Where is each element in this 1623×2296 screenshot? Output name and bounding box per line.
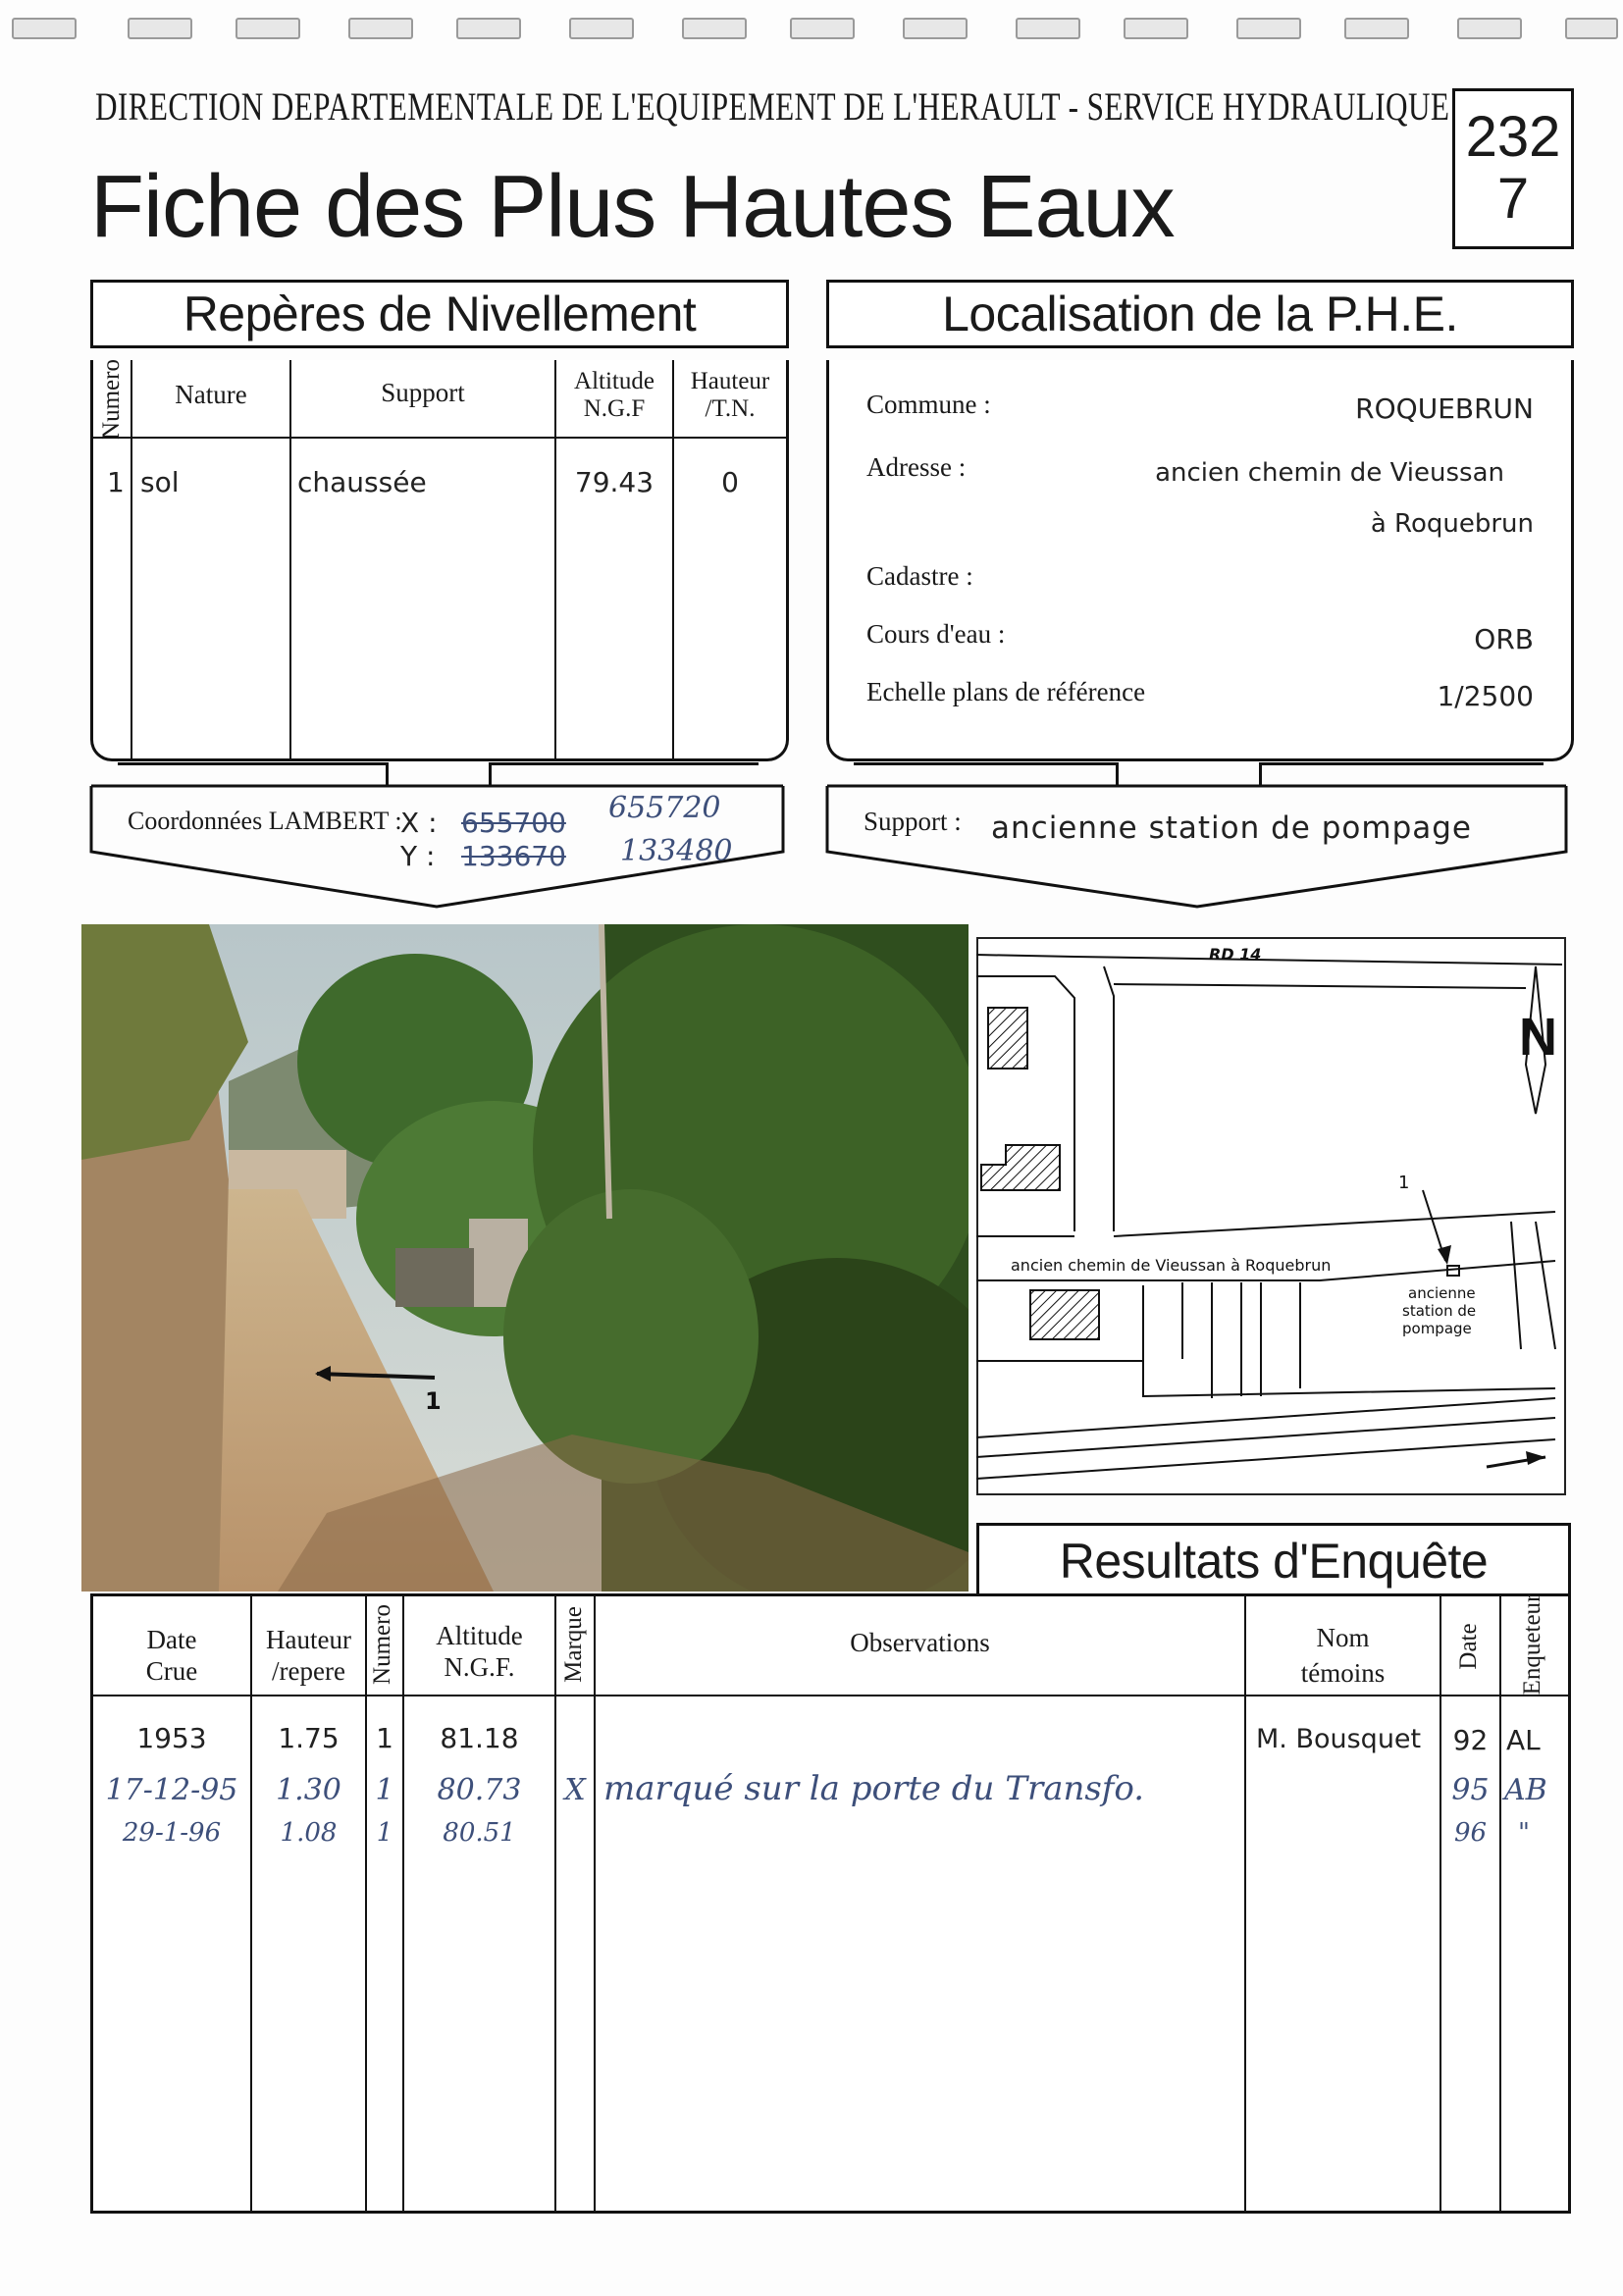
- row-hauteur: 1.75: [278, 1722, 340, 1754]
- row-numero: 1: [375, 1773, 394, 1807]
- binder-hole: [569, 18, 634, 39]
- street-label: ancien chemin de Vieussan à Roquebrun: [1011, 1256, 1332, 1275]
- row-numero: 1: [376, 1818, 393, 1848]
- binder-hole: [1344, 18, 1409, 39]
- localisation-box: [826, 360, 1574, 761]
- col-altitude: Altitude: [574, 368, 654, 394]
- binder-hole: [1565, 18, 1618, 39]
- col-enqueteur: Enqueteur: [1519, 1593, 1545, 1696]
- col-hauteur-2: /repere: [272, 1656, 345, 1686]
- row-support: chaussée: [297, 466, 427, 498]
- row-date-crue: 29-1-96: [122, 1818, 222, 1848]
- station-label-1: ancienne: [1408, 1284, 1476, 1302]
- support-label: Support :: [864, 807, 962, 836]
- row-altitude: 80.73: [437, 1773, 522, 1807]
- col-nature: Nature: [175, 380, 247, 409]
- col-date-crue: Date: [146, 1625, 197, 1654]
- adresse-line1: ancien chemin de Vieussan: [1155, 458, 1504, 488]
- row-numero: 1: [376, 1722, 393, 1754]
- cours-value: ORB: [1474, 623, 1534, 655]
- y-struck-value: 133670: [461, 840, 566, 872]
- binder-hole: [1016, 18, 1080, 39]
- x-corrected-value: 655720: [608, 791, 721, 825]
- col-nom-2: témoins: [1300, 1658, 1386, 1688]
- y-corrected-value: 133480: [620, 834, 733, 868]
- row-date: 96: [1453, 1818, 1488, 1848]
- road-label: RD 14: [1209, 945, 1262, 964]
- row-numero: 1: [107, 466, 125, 498]
- binder-hole: [236, 18, 300, 39]
- support-value: ancienne station de pompage: [991, 810, 1473, 846]
- site-photo: [81, 924, 969, 1592]
- north-label: N: [1519, 1008, 1557, 1067]
- row-enqueteur: ": [1518, 1818, 1530, 1848]
- row-altitude: 79.43: [574, 466, 654, 498]
- col-observations: Observations: [850, 1628, 990, 1657]
- support-arrow-box: [824, 783, 1572, 913]
- commune-value: ROQUEBRUN: [1355, 392, 1534, 425]
- row-enqueteur: AB: [1504, 1773, 1547, 1807]
- x-label: X :: [400, 807, 438, 839]
- col-marque: Marque: [560, 1606, 587, 1683]
- commune-label: Commune :: [866, 390, 991, 419]
- binder-hole: [790, 18, 855, 39]
- col-date-crue-2: Crue: [145, 1656, 198, 1686]
- reperes-title-box: [90, 280, 789, 348]
- fiche-number: 232: [1465, 105, 1561, 169]
- photo-marker: 1: [425, 1387, 442, 1415]
- cours-label: Cours d'eau :: [866, 619, 1006, 649]
- binder-hole: [12, 18, 77, 39]
- row-hauteur: 1.08: [280, 1818, 338, 1848]
- row-hauteur: 0: [721, 466, 739, 498]
- row-altitude: 81.18: [440, 1722, 519, 1754]
- row-hauteur: 1.30: [276, 1773, 341, 1807]
- resultats-title: Resultats d'Enquête: [1059, 1534, 1489, 1589]
- row-date: 95: [1451, 1773, 1490, 1807]
- col-hauteur: Hauteur: [690, 368, 770, 394]
- adresse-line2: à Roquebrun: [1370, 509, 1534, 539]
- col-altitude-unit: N.G.F: [583, 395, 646, 422]
- adresse-label: Adresse :: [866, 452, 967, 482]
- x-struck-value: 655700: [461, 807, 566, 839]
- binder-hole: [456, 18, 521, 39]
- cadastre-label: Cadastre :: [866, 561, 973, 591]
- fiche-number-box: [1452, 88, 1574, 249]
- row-altitude: 80.51: [443, 1818, 516, 1848]
- binder-hole: [682, 18, 747, 39]
- station-label-3: pompage: [1402, 1320, 1472, 1337]
- col-hauteur: Hauteur: [266, 1625, 351, 1654]
- col-numero: Numero: [369, 1604, 395, 1685]
- map-marker: 1: [1398, 1173, 1410, 1193]
- binder-hole: [1124, 18, 1188, 39]
- resultats-title-box: [976, 1523, 1571, 1596]
- fiche-sub-number: 7: [1496, 167, 1530, 231]
- col-hauteur-unit: /T.N.: [705, 395, 756, 422]
- coordonnees-label: Coordonnées LAMBERT :: [128, 807, 402, 835]
- row-marque: X: [564, 1773, 586, 1807]
- localisation-title: Localisation de la P.H.E.: [942, 287, 1458, 341]
- col-numero: Numero: [98, 359, 125, 440]
- reperes-title: Repères de Nivellement: [183, 287, 697, 341]
- col-altitude: Altitude: [436, 1621, 523, 1650]
- resultats-table: [90, 1593, 1571, 2214]
- col-nom: Nom: [1316, 1623, 1370, 1652]
- row-date-crue: 17-12-95: [105, 1773, 238, 1807]
- y-label: Y :: [400, 840, 436, 872]
- agency-header: DIRECTION DEPARTEMENTALE DE L'EQUIPEMENT DE L'HERAULT - SERVICE HYDRAULIQUE: [95, 84, 1450, 129]
- binder-hole: [1236, 18, 1301, 39]
- col-support: Support: [381, 378, 465, 407]
- col-altitude-2: N.G.F.: [444, 1652, 515, 1682]
- reperes-table: [90, 360, 789, 761]
- page-title: Fiche des Plus Hautes Eaux: [90, 158, 1175, 256]
- row-date-crue: 1953: [136, 1722, 207, 1754]
- col-date: Date: [1455, 1623, 1482, 1670]
- binder-hole: [348, 18, 413, 39]
- row-observations: marqué sur la porte du Transfo.: [603, 1769, 1145, 1808]
- localisation-title-box: [826, 280, 1574, 348]
- binder-hole: [128, 18, 192, 39]
- echelle-value: 1/2500: [1437, 680, 1534, 712]
- station-label-2: station de: [1402, 1302, 1477, 1320]
- row-nom: M. Bousquet: [1256, 1724, 1422, 1754]
- row-nature: sol: [140, 466, 180, 498]
- echelle-label: Echelle plans de référence: [866, 677, 1146, 706]
- binder-hole: [903, 18, 968, 39]
- location-map-drawing: [976, 937, 1562, 1491]
- row-enqueteur: AL: [1506, 1724, 1541, 1756]
- binder-hole: [1457, 18, 1522, 39]
- row-date: 92: [1452, 1724, 1489, 1756]
